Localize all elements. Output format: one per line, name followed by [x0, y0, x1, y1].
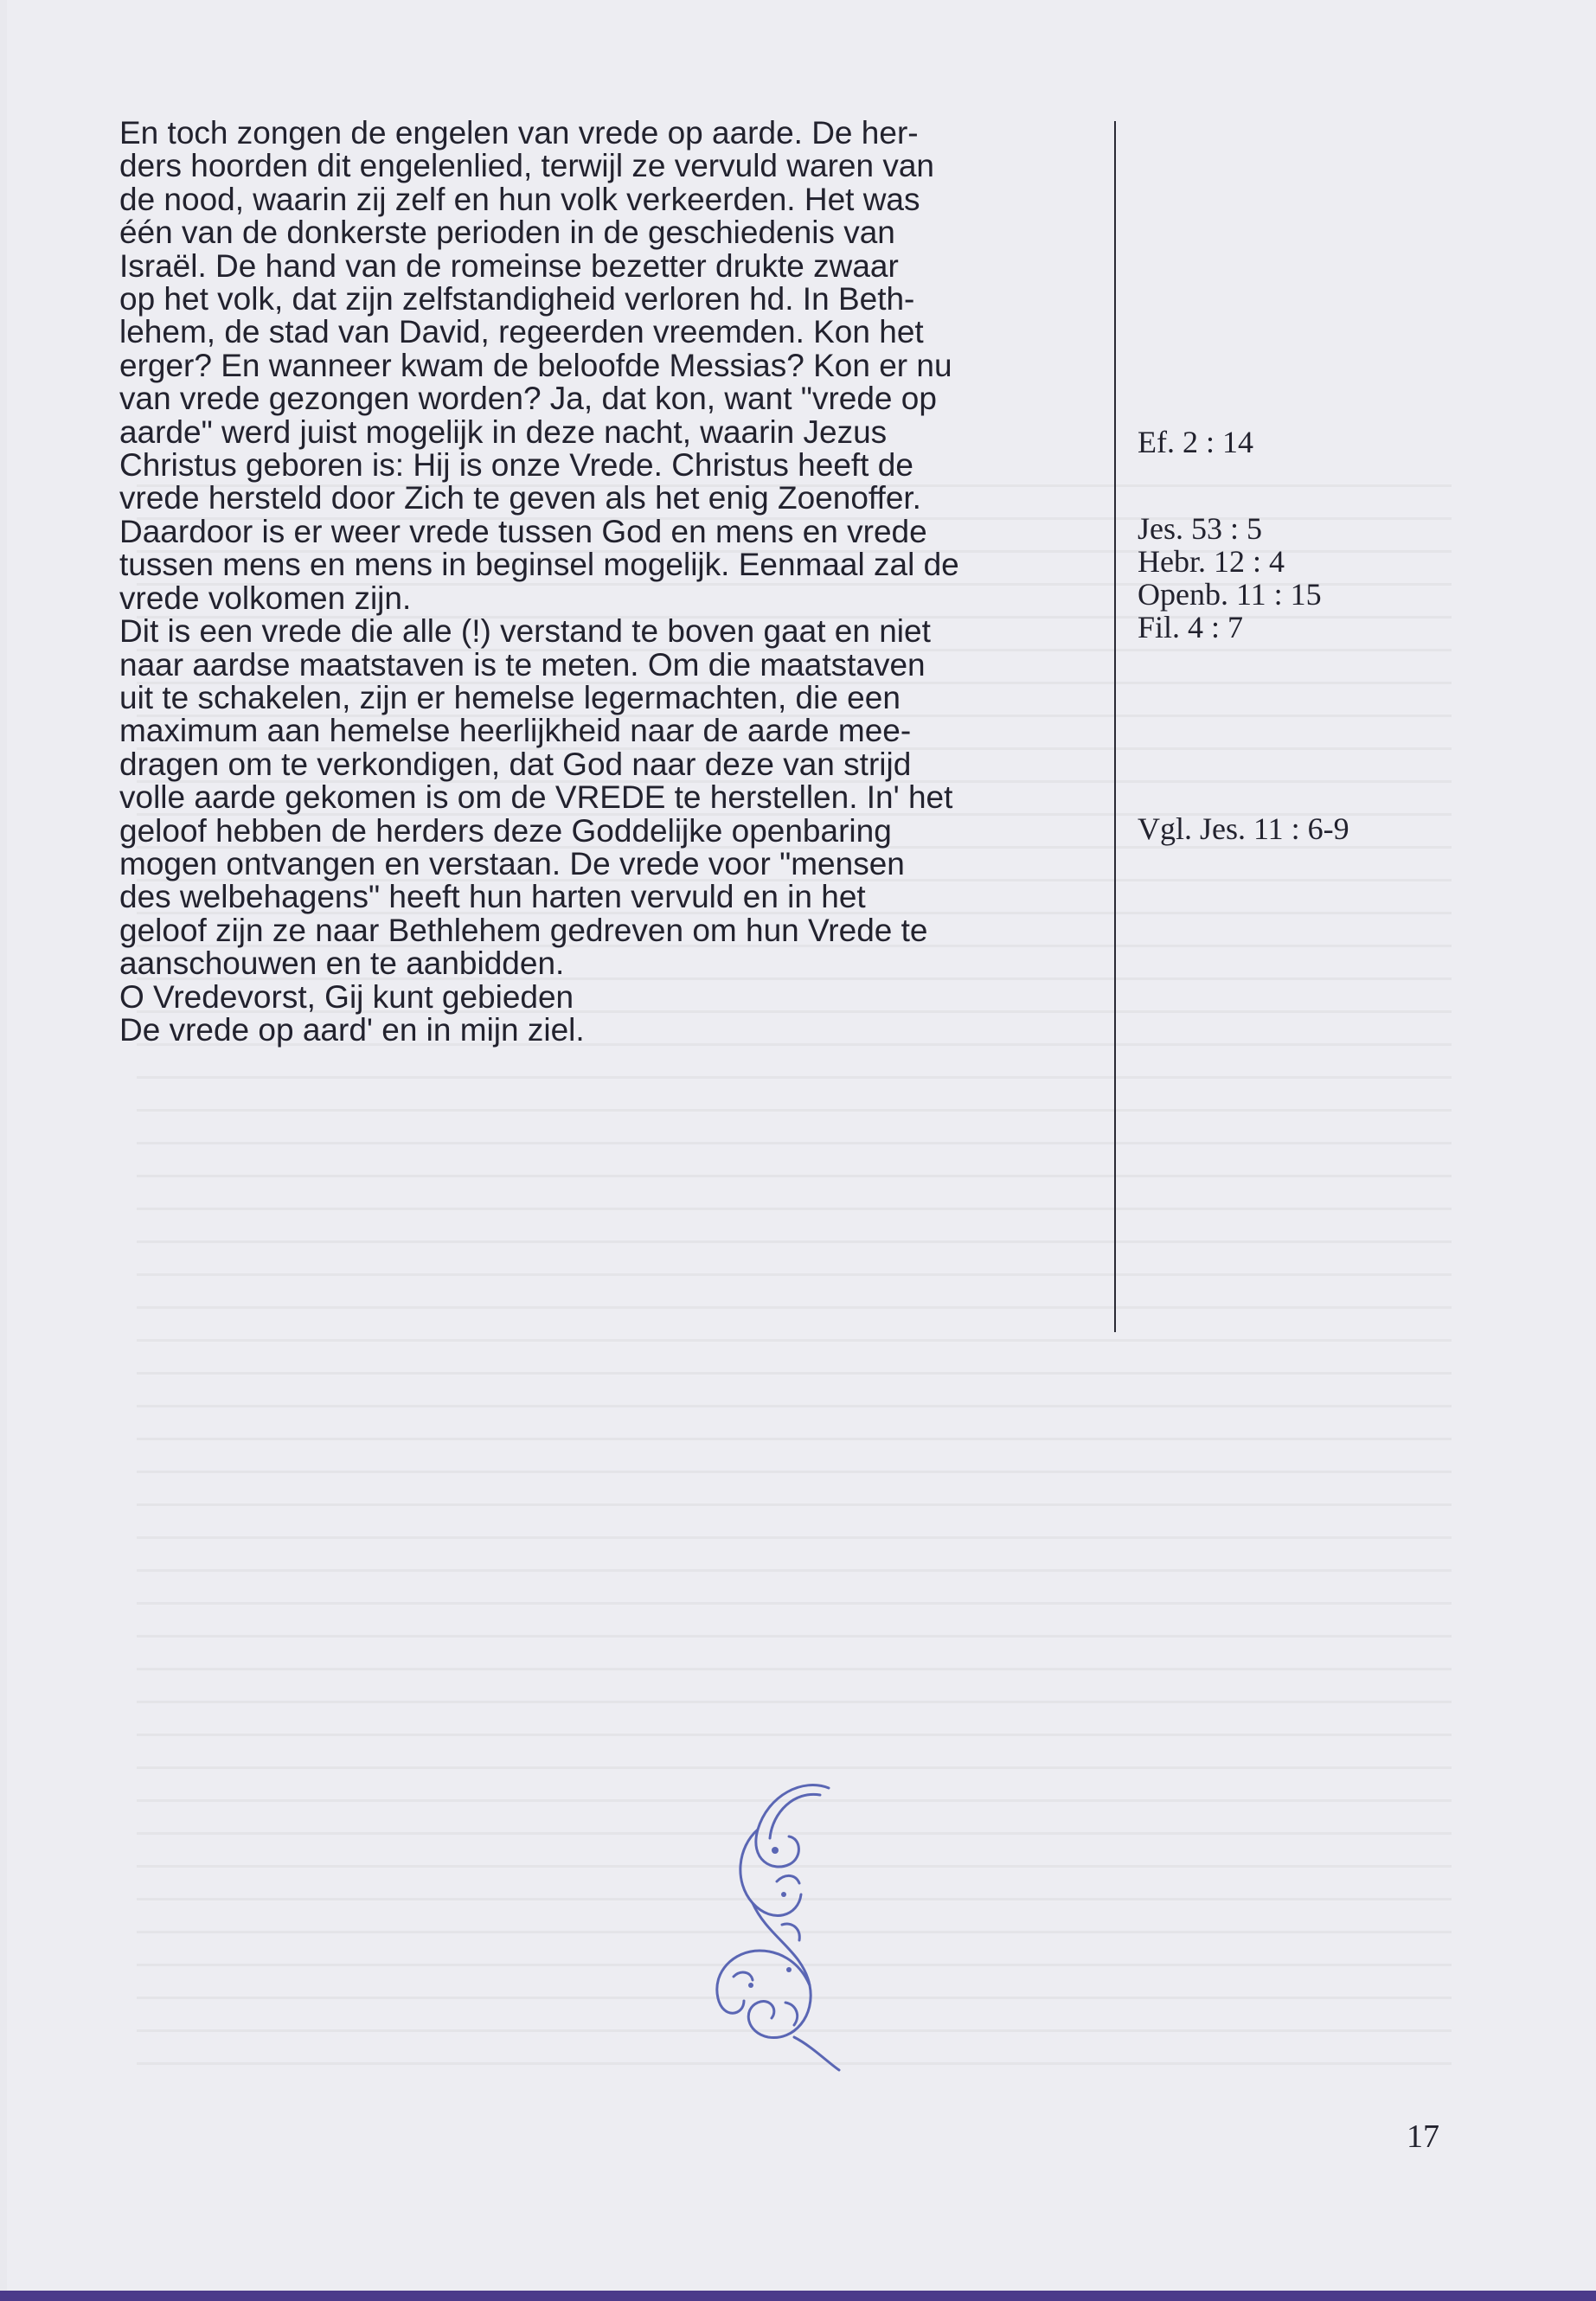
body-line: Dit is een vrede die alle (!) verstand te boven gaat en niet	[119, 613, 931, 650]
body-line: lehem, de stad van David, regeerden vreemden. Kon het	[119, 314, 924, 350]
reference-openb-11-15: Openb. 11 : 15	[1138, 577, 1322, 612]
body-line: vrede volkomen zijn.	[119, 580, 412, 616]
body-line: En toch zongen de engelen van vrede op aarde. De her-	[119, 115, 919, 151]
body-line: ders hoorden dit engelenlied, terwijl ze vervuld waren van	[119, 148, 934, 184]
body-line: mogen ontvangen en verstaan. De vrede voor "mensen	[119, 845, 905, 881]
verse-line: O Vredevorst, Gij kunt gebieden	[119, 978, 574, 1015]
body-line: de nood, waarin zij zelf en hun volk verkeerden. Het was	[119, 181, 920, 217]
margin-divider	[1114, 121, 1116, 1332]
body-line: één van de donkerste perioden in de geschiedenis van	[119, 215, 895, 251]
body-line: naar aardse maatstaven is te meten. Om die maatstaven	[119, 646, 926, 683]
acanthus-leaf-ornament-icon	[699, 1778, 855, 2072]
body-line: dragen om te verkondigen, dat God naar deze van strijd	[119, 746, 912, 782]
main-text-block	[119, 117, 1088, 1047]
reference-jes-53-5: Jes. 53 : 5	[1138, 511, 1262, 546]
body-line: maximum aan hemelse heerlijkheid naar de aarde mee-	[119, 713, 912, 749]
body-line: Daardoor is er weer vrede tussen God en mens en vrede	[119, 513, 927, 549]
body-line: geloof hebben de herders deze Goddelijke openbaring	[119, 812, 892, 849]
body-line: van vrede gezongen worden? Ja, dat kon, want "vrede op	[119, 381, 937, 417]
body-line: aanschouwen en te aanbidden.	[119, 945, 565, 982]
bottom-color-strip	[0, 2291, 1596, 2301]
verse-line: De vrede op aard' en in mijn ziel.	[119, 1011, 585, 1048]
page-number: 17	[1407, 2118, 1439, 2155]
reference-ef-2-14: Ef. 2 : 14	[1138, 425, 1253, 459]
page	[7, 0, 1596, 2301]
body-line: des welbehagens" heeft hun harten vervuld en in het	[119, 879, 866, 915]
body-line: erger? En wanneer kwam de beloofde Messias? Kon er nu	[119, 347, 952, 383]
body-line: vrede hersteld door Zich te geven als het enig Zoenoffer.	[119, 480, 921, 516]
body-line: tussen mens en mens in beginsel mogelijk. Eenmaal zal de	[119, 547, 959, 583]
reference-vgl-jes-11-6-9: Vgl. Jes. 11 : 6-9	[1138, 811, 1349, 846]
body-line: uit te schakelen, zijn er hemelse legermachten, die een	[119, 679, 901, 715]
body-line: Israël. De hand van de romeinse bezetter drukte zwaar	[119, 247, 899, 284]
reference-fil-4-7: Fil. 4 : 7	[1138, 610, 1244, 644]
reference-hebr-12-4: Hebr. 12 : 4	[1138, 544, 1285, 579]
body-line: volle aarde gekomen is om de VREDE te herstellen. In' het	[119, 779, 953, 816]
body-line: Christus geboren is: Hij is onze Vrede. Christus heeft de	[119, 447, 913, 484]
body-line: geloof zijn ze naar Bethlehem gedreven om hun Vrede te	[119, 912, 928, 948]
body-line: aarde" werd juist mogelijk in deze nacht, waarin Jezus	[119, 413, 888, 450]
body-line: op het volk, dat zijn zelfstandigheid verloren hd. In Beth-	[119, 281, 915, 317]
